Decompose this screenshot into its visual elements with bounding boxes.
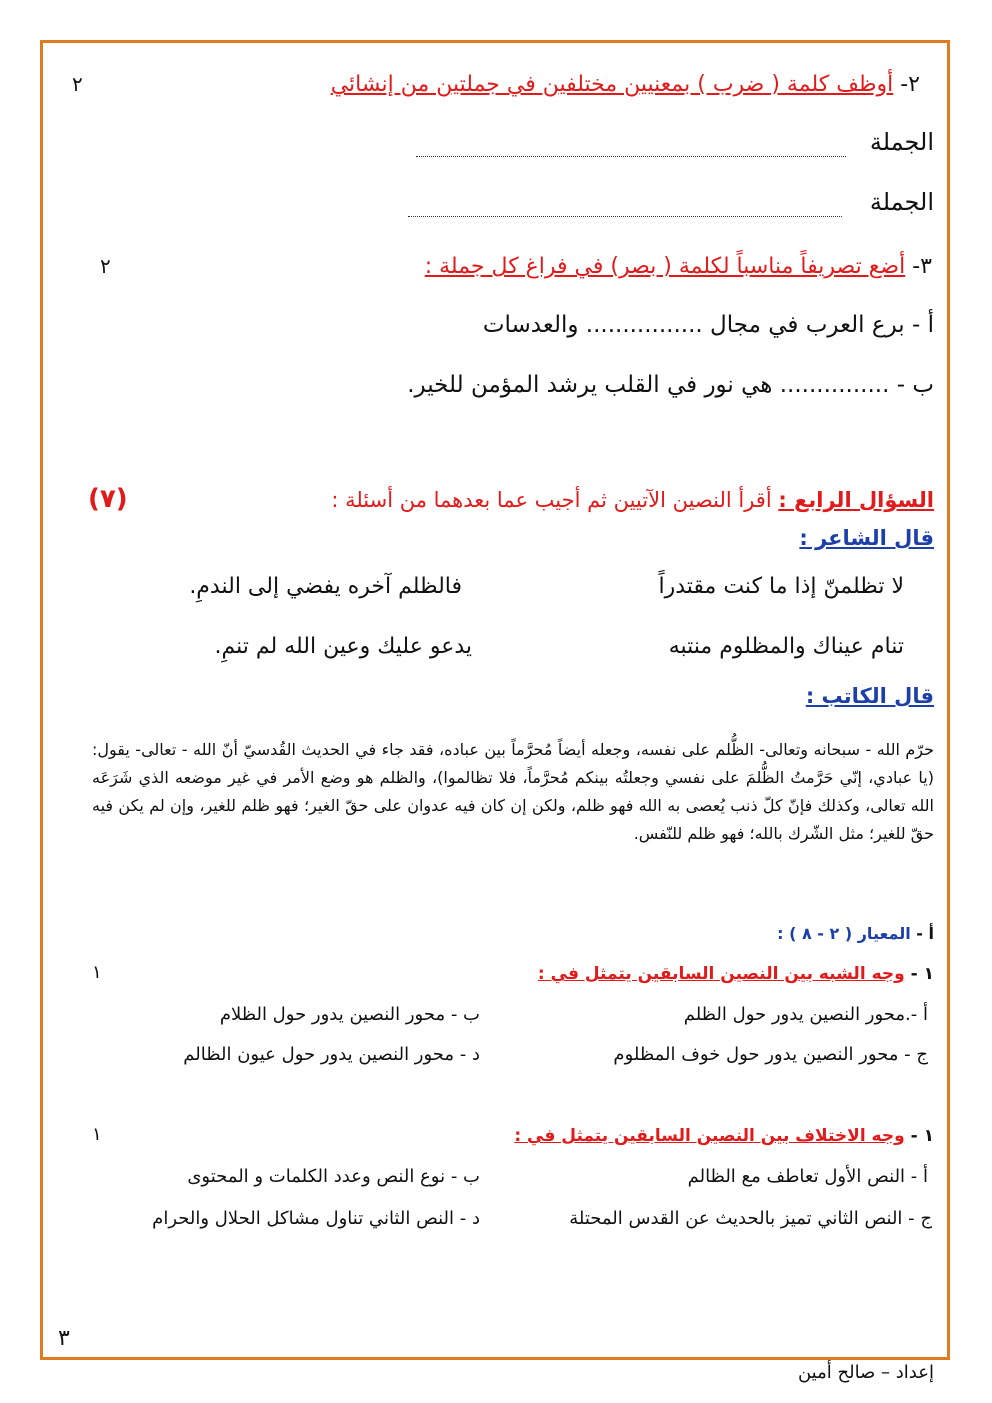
- q2-number: ٢-: [900, 72, 920, 97]
- author-credit: إعداد – صالح أمين: [797, 1362, 934, 1383]
- mcq1-number: ١ -: [910, 964, 934, 984]
- mcq2-option-c[interactable]: ج - النص الثاني تميز بالحديث عن القدس المحتلة: [569, 1208, 932, 1229]
- mcq2-option-a[interactable]: أ - النص الأول تعاطف مع الظالم: [687, 1166, 928, 1187]
- q3-instruction: أضع تصريفاً مناسباً لكلمة ( بصر) في فراغ كل جملة :: [424, 254, 906, 279]
- q4-line: [331, 488, 934, 512]
- criterion-label: المعيار ( ٢ - ٨ ) :: [777, 924, 911, 943]
- q2-sentence2-blank[interactable]: [408, 216, 842, 217]
- mcq1-score: ١: [92, 962, 102, 983]
- q3-line: [425, 254, 932, 279]
- mcq1-option-c[interactable]: ج - محور النصين يدور حول خوف المظلوم: [613, 1044, 928, 1065]
- mcq2-score: ١: [92, 1124, 102, 1145]
- q2-score: ٢: [72, 72, 83, 96]
- mcq2-number: ١ -: [910, 1126, 934, 1146]
- q3-score: ٢: [100, 254, 111, 278]
- q3-item-a: أ - برع العرب في مجال ................ والعدسات: [482, 312, 934, 338]
- mcq1-option-b[interactable]: ب - محور النصين يدور حول الظلام: [219, 1004, 480, 1025]
- poet-heading: قال الشاعر :: [799, 526, 934, 550]
- q4-instruction: أقرأ النصين الآتيين ثم أجيب عما بعدهما من أسئلة :: [331, 488, 772, 512]
- verse2-first-hemistich: تنام عيناك والمظلوم منتبه: [668, 634, 904, 659]
- mcq2-option-d[interactable]: د - النص الثاني تناول مشاكل الحلال والحرام: [152, 1208, 480, 1229]
- mcq1-option-d[interactable]: د - محور النصين يدور حول عيون الظالم: [183, 1044, 480, 1065]
- q2-sentence2-label: الجملة: [869, 188, 934, 216]
- verse1-first-hemistich: لا تظلمنّ إذا ما كنت مقتدراً: [658, 574, 904, 599]
- mcq2-stem-line: [514, 1126, 934, 1146]
- q3-number: ٣-: [912, 254, 932, 279]
- q2-instruction: أوظف كلمة ( ضرب ) بمعنيين مختلفين في جملتين من إنشائي: [330, 72, 894, 97]
- mcq1-stem: وجه الشبه بين النصين السابقين يتمثل في :: [537, 964, 905, 984]
- writer-passage: حرّم الله - سبحانه وتعالى- الظُّلم على نفسه، وجعله أيضاً مُحرَّماً بين عباده، فقد جاء في الحديث القُدسيّ أنّ الله - تعالى- يقول: (يا عبادي، إنّي حَرَّمتُ الظُّلمَ على نفسي وجعلتُه بينكم مُحرَّماً، فلا تظالموا)، والظلم هو وضع الأمر في غير موضعه الذي شَرَعَه الله تعالى، وكذلك فإنّ كلّ ذنب يُعصى به الله فهو ظلم، ولكن إن كان فيه عدوان على حقّ الغير؛ فهو ظلم للغير، وإن لم يكن فيه حقّ للغير؛ مثل الشّرك بالله؛ فهو ظلم للنّفس.: [92, 740, 934, 843]
- q4-title: السؤال الرابع :: [778, 488, 934, 512]
- q3-item-b: ب - ............... هي نور في القلب يرشد المؤمن للخير.: [407, 372, 934, 398]
- mcq2-option-b[interactable]: ب - نوع النص وعدد الكلمات و المحتوى: [187, 1166, 480, 1187]
- verse1-second-hemistich: فالظلم آخره يفضي إلى الندمِ.: [189, 574, 462, 599]
- q2-sentence1-label: الجملة: [869, 128, 934, 156]
- page-number: ٣: [58, 1326, 70, 1351]
- criterion-line: [777, 924, 934, 943]
- mcq1-option-a[interactable]: أ -.محور النصين يدور حول الظلم: [683, 1004, 928, 1025]
- criterion-prefix: أ -: [916, 924, 934, 943]
- q2-sentence1-blank[interactable]: [416, 156, 846, 157]
- mcq2-stem: وجه الاختلاف بين النصين السابقين يتمثل في :: [514, 1126, 905, 1146]
- q4-score: (٧): [88, 484, 128, 514]
- q2-line: [331, 72, 920, 97]
- mcq1-stem-line: [538, 964, 934, 984]
- verse2-second-hemistich: يدعو عليك وعين الله لم تنمِ.: [214, 634, 472, 659]
- writer-heading: قال الكاتب :: [805, 684, 934, 708]
